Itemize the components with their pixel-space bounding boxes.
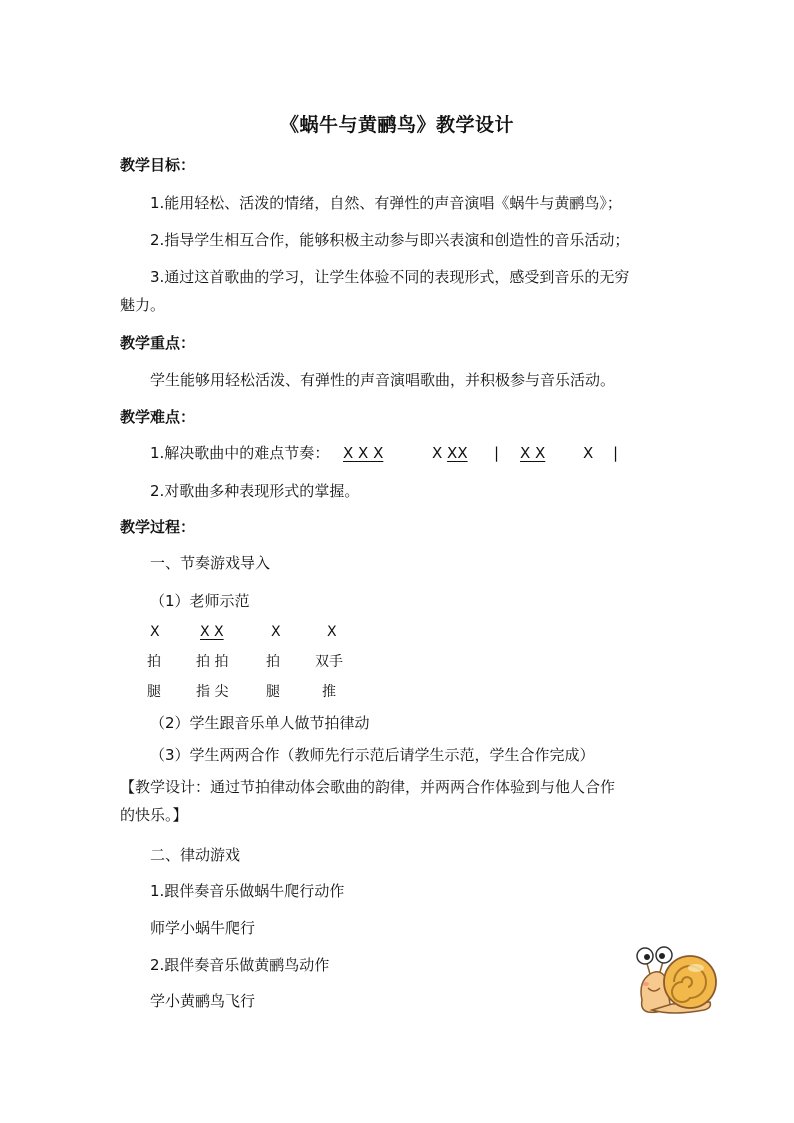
difficulty-item-2: 2.对歌曲多种表现形式的掌握。 (150, 482, 360, 500)
objectives-heading: 教学目标： (120, 156, 196, 174)
step-2: （2）学生跟音乐单人做节拍律动 (150, 714, 370, 732)
rhythm-group: X X (520, 444, 546, 462)
grid-cell: 指 尖 (196, 684, 229, 700)
rhythm-note: X (583, 444, 594, 462)
difficulty-item-1: 1.解决歌曲中的难点节奏： (150, 444, 330, 462)
section2-item-1-sub: 师学小蜗牛爬行 (150, 919, 256, 937)
key-points-text: 学生能够用轻松活泼、有弹性的声音演唱歌曲，并积极参与音乐活动。 (150, 371, 616, 389)
barline: | (613, 444, 619, 462)
objective-item: 2.指导学生相互合作，能够积极主动参与即兴表演和创造性的音乐活动； (150, 231, 630, 249)
rhythm-group: X X X (343, 444, 384, 462)
grid-cell: X (271, 624, 281, 640)
barline: | (494, 444, 500, 462)
section2-item-2-sub: 学小黄鹂鸟飞行 (150, 992, 256, 1010)
design-note-continued: 的快乐。】 (120, 806, 188, 824)
grid-cell: 双手 (315, 654, 343, 670)
step-3: （3）学生两两合作（教师先行示范后请学生示范，学生合作完成） (150, 746, 595, 764)
key-points-heading: 教学重点： (120, 334, 196, 352)
grid-cell: 腿 (266, 684, 280, 700)
grid-cell: X (150, 624, 160, 640)
section2-item-2: 2.跟伴奏音乐做黄鹂鸟动作 (150, 956, 330, 974)
design-note: 【教学设计：通过节拍律动体会歌曲的韵律，并两两合作体验到与他人合作 (120, 778, 616, 796)
objective-item: 3.通过这首歌曲的学习，让学生体验不同的表现形式，感受到音乐的无穷 (150, 268, 630, 286)
section2-item-1: 1.跟伴奏音乐做蜗牛爬行动作 (150, 882, 345, 900)
difficulties-heading: 教学难点： (120, 408, 196, 426)
process-heading: 教学过程： (120, 518, 196, 536)
grid-cell: 拍 拍 (196, 654, 229, 670)
section-heading-1: 一、节奏游戏导入 (150, 554, 271, 572)
document-title: 《蜗牛与黄鹂鸟》教学设计 (279, 114, 514, 136)
grid-cell: 拍 (147, 654, 161, 670)
grid-cell: 拍 (266, 654, 280, 670)
objective-item-continued: 魅力。 (120, 296, 166, 314)
snail-icon (632, 938, 720, 1018)
grid-cell: 腿 (147, 684, 161, 700)
grid-cell: X X (200, 624, 224, 640)
rhythm-group: X XX (432, 444, 468, 462)
grid-cell: X (327, 624, 337, 640)
step-1: （1）老师示范 (150, 592, 250, 610)
section-heading-2: 二、律动游戏 (150, 846, 241, 864)
objective-item: 1.能用轻松、活泼的情绪，自然、有弹性的声音演唱《蜗牛与黄鹂鸟》； (150, 194, 622, 212)
grid-cell: 推 (322, 684, 336, 700)
